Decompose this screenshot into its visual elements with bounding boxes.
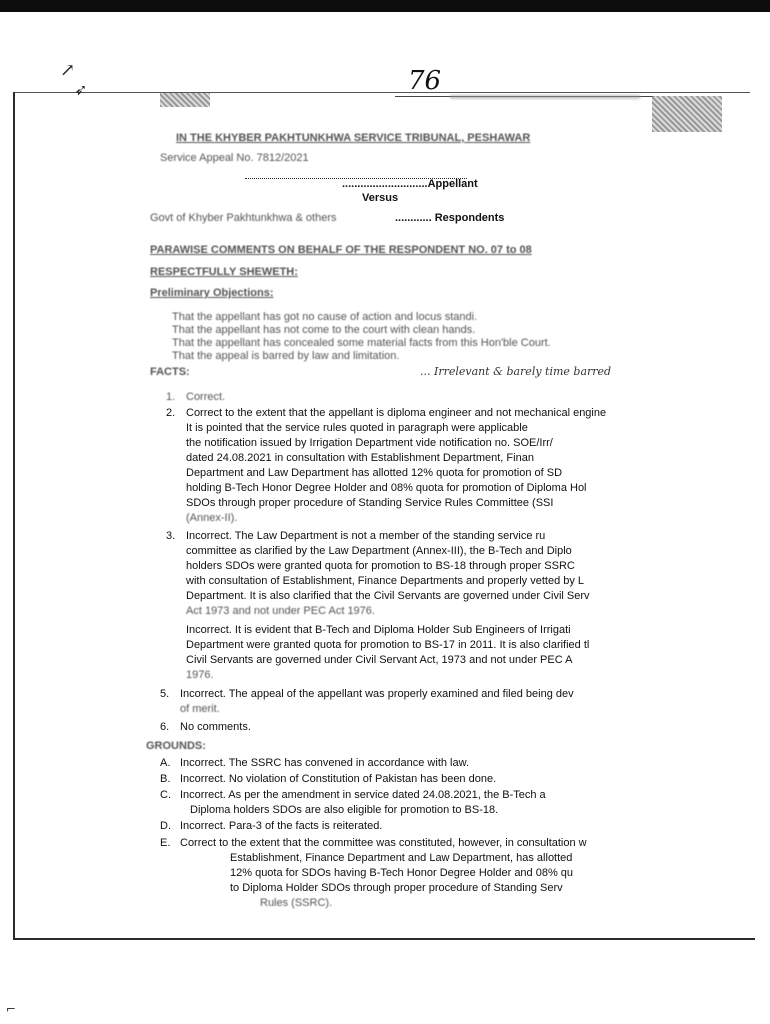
- ground-text: Incorrect. The SSRC has convened in accordance with law.: [180, 757, 470, 769]
- ground-num: D.: [160, 820, 171, 832]
- fact-text: of merit.: [180, 703, 220, 715]
- ground-text: Establishment, Finance Department and Law Department, has allotted: [230, 852, 573, 864]
- ground-text: Rules (SSRC).: [260, 897, 333, 909]
- ground-num: C.: [160, 789, 171, 801]
- facts-heading: FACTS:: [150, 366, 190, 378]
- ground-text: Incorrect. Para-3 of the facts is reiterated.: [180, 820, 383, 832]
- margin-scribble: ↗: [60, 60, 76, 81]
- ground-text: Incorrect. No violation of Constitution of Pakistan has been done.: [180, 773, 497, 785]
- fact-text: dated 24.08.2021 in consultation with Establishment Department, Finan: [186, 452, 534, 464]
- fact-text: Civil Servants are governed under Civil Servant Act, 1973 and not under PEC A: [186, 654, 573, 666]
- fact-text: 1976.: [186, 669, 214, 681]
- respectfully-sheweth: RESPECTFULLY SHEWETH:: [150, 266, 298, 278]
- fact-text: holding B-Tech Honor Degree Holder and 08% quota for promotion of Diploma Hol: [186, 482, 587, 494]
- objection-item: That the appellant has concealed some material facts from this Hon'ble Court.: [172, 337, 551, 349]
- fact-num: 2.: [166, 407, 176, 419]
- fact-text: Act 1973 and not under PEC Act 1976.: [186, 605, 375, 617]
- scan-smudge: [450, 95, 640, 99]
- fact-text: Correct.: [186, 391, 226, 403]
- fact-num: 6.: [160, 721, 170, 733]
- court-title: IN THE KHYBER PAKHTUNKHWA SERVICE TRIBUNAL, PESHAWAR: [176, 132, 531, 144]
- stamp-mark-right: [652, 96, 722, 132]
- fact-text: holders SDOs were granted quota for promotion to BS-18 through proper SSRC: [186, 560, 575, 572]
- appellant-label: ............................Appellant: [342, 178, 478, 190]
- fact-text: It is pointed that the service rules quoted in paragraph were applicable: [186, 422, 528, 434]
- fact-num: 5.: [160, 688, 170, 700]
- stamp-mark-left: [160, 93, 210, 107]
- ground-num: E.: [160, 837, 171, 849]
- ground-text: 12% quota for SDOs having B-Tech Honor Degree Holder and 08% qu: [230, 867, 574, 879]
- ground-text: Diploma holders SDOs are also eligible for promotion to BS-18.: [190, 804, 499, 816]
- appeal-number: Service Appeal No. 7812/2021: [160, 152, 309, 164]
- preliminary-heading: Preliminary Objections:: [150, 287, 274, 299]
- page-frame-left: [13, 92, 15, 940]
- fact-text: with consultation of Establishment, Finance Departments and properly vetted by L: [186, 575, 585, 587]
- fact-text: Correct to the extent that the appellant is diploma engineer and not mechanical engine: [186, 407, 607, 419]
- margin-mark: ⌐: [6, 1002, 17, 1016]
- ground-num: B.: [160, 773, 171, 785]
- fact-text: committee as clarified by the Law Department (Annex-III), the B-Tech and Diplo: [186, 545, 572, 557]
- scan-top-edge: [0, 0, 770, 12]
- fact-text: Incorrect. The Law Department is not a member of the standing service ru: [186, 530, 546, 542]
- fact-text: Incorrect. It is evident that B-Tech and Diploma Holder Sub Engineers of Irrigati: [186, 624, 571, 636]
- objection-item: That the appellant has got no cause of action and locus standi.: [172, 311, 478, 323]
- fact-num: 1.: [166, 391, 176, 403]
- respondents-label: ............ Respondents: [395, 212, 505, 224]
- fact-text: (Annex-II).: [186, 512, 238, 524]
- fact-text: Incorrect. The appeal of the appellant was properly examined and filed being dev: [180, 688, 574, 700]
- comments-title: PARAWISE COMMENTS ON BEHALF OF THE RESPONDENT NO. 07 to 08: [150, 244, 532, 256]
- objection-item: That the appeal is barred by law and limitation.: [172, 350, 400, 362]
- fact-num: 3.: [166, 530, 176, 542]
- page-frame-bottom: [13, 938, 755, 940]
- fact-text: the notification issued by Irrigation Department vide notification no. SOE/Irr/: [186, 437, 553, 449]
- grounds-heading: GROUNDS:: [146, 740, 206, 752]
- ground-text: Correct to the extent that the committee was constituted, however, in consultation w: [180, 837, 587, 849]
- ground-text: to Diploma Holder SDOs through proper procedure of Standing Serv: [230, 882, 563, 894]
- objection-item: That the appellant has not come to the court with clean hands.: [172, 324, 476, 336]
- ground-text: Incorrect. As per the amendment in service dated 24.08.2021, the B-Tech a: [180, 789, 546, 801]
- versus-label: Versus: [362, 192, 399, 204]
- respondents-name: Govt of Khyber Pakhtunkhwa & others: [150, 212, 337, 224]
- fact-text: Department were granted quota for promotion to BS-17 in 2011. It is also clarified tl: [186, 639, 590, 651]
- fact-text: No comments.: [180, 721, 251, 733]
- margin-scribble-2: ➶: [74, 80, 88, 99]
- page-frame-top: [15, 92, 750, 93]
- ground-num: A.: [160, 757, 171, 769]
- handwritten-note: ... Irrelevant & barely time barred: [420, 365, 612, 378]
- fact-text: SDOs through proper procedure of Standing Service Rules Committee (SSI: [186, 497, 554, 509]
- fact-text: Department. It is also clarified that the Civil Servants are governed under Civil Serv: [186, 590, 590, 602]
- page-number: 76: [408, 66, 442, 96]
- fact-text: Department and Law Department has allotted 12% quota for promotion of SD: [186, 467, 563, 479]
